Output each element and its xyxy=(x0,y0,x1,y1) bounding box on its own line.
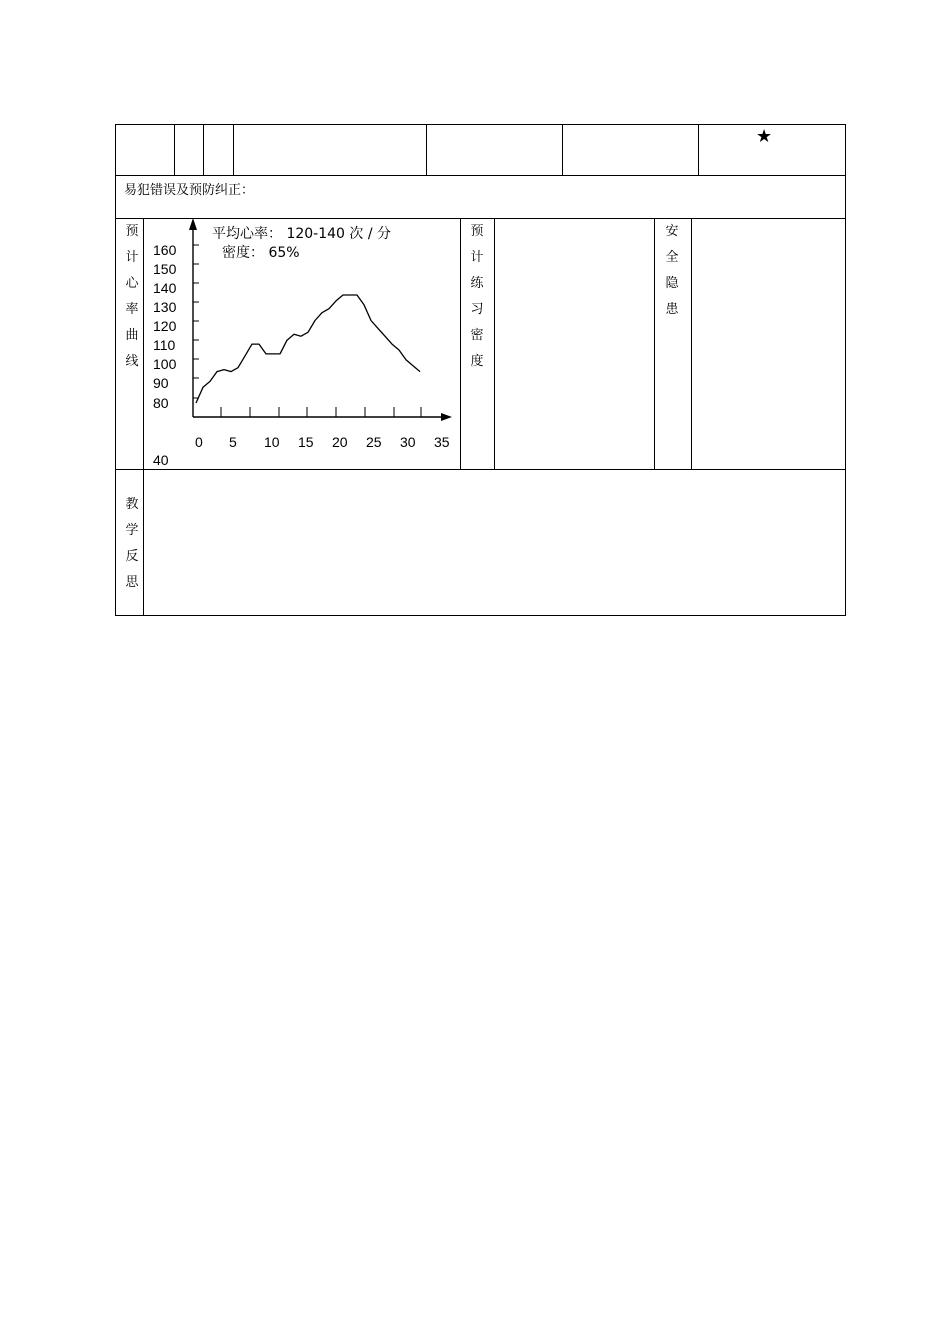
x-axis-arrow xyxy=(441,413,452,421)
y-tick-label: 40 xyxy=(153,452,169,468)
y-tick-label: 160 xyxy=(153,242,177,258)
heart-rate-line xyxy=(196,295,420,403)
x-tick-label: 35 xyxy=(434,434,450,450)
y-tick-label: 140 xyxy=(153,280,177,296)
x-tick-label: 10 xyxy=(264,434,280,450)
y-tick-label: 150 xyxy=(153,261,177,277)
y-tick-label: 90 xyxy=(153,375,169,391)
errors-label: 易犯错误及预防纠正： xyxy=(124,183,255,198)
x-tick-label: 0 xyxy=(195,434,203,450)
y-tick-label: 130 xyxy=(153,299,177,315)
x-tick-label: 15 xyxy=(298,434,314,450)
star-icon: ★ xyxy=(756,126,773,147)
practice-density-label: 预 计 练 习 密 度 xyxy=(470,224,484,369)
y-tick-label: 120 xyxy=(153,318,177,334)
y-tick-label: 110 xyxy=(153,337,176,353)
y-axis-arrow xyxy=(189,218,197,230)
density-annotation: 密度： 65% xyxy=(222,245,300,261)
heart-rate-curve-label: 预 计 心 率 曲 线 xyxy=(125,224,139,369)
x-tick-label: 20 xyxy=(332,434,348,450)
safety-hazard-label: 安 全 隐 患 xyxy=(665,224,679,317)
x-tick-label: 5 xyxy=(229,434,237,450)
x-tick-label: 25 xyxy=(366,434,382,450)
y-tick-label: 80 xyxy=(153,395,169,411)
y-tick-label: 100 xyxy=(153,356,177,372)
teaching-reflection-label: 教 学 反 思 xyxy=(125,497,139,590)
x-tick-label: 30 xyxy=(400,434,416,450)
average-heart-rate-annotation: 平均心率： 120-140 次 / 分 xyxy=(212,226,392,242)
